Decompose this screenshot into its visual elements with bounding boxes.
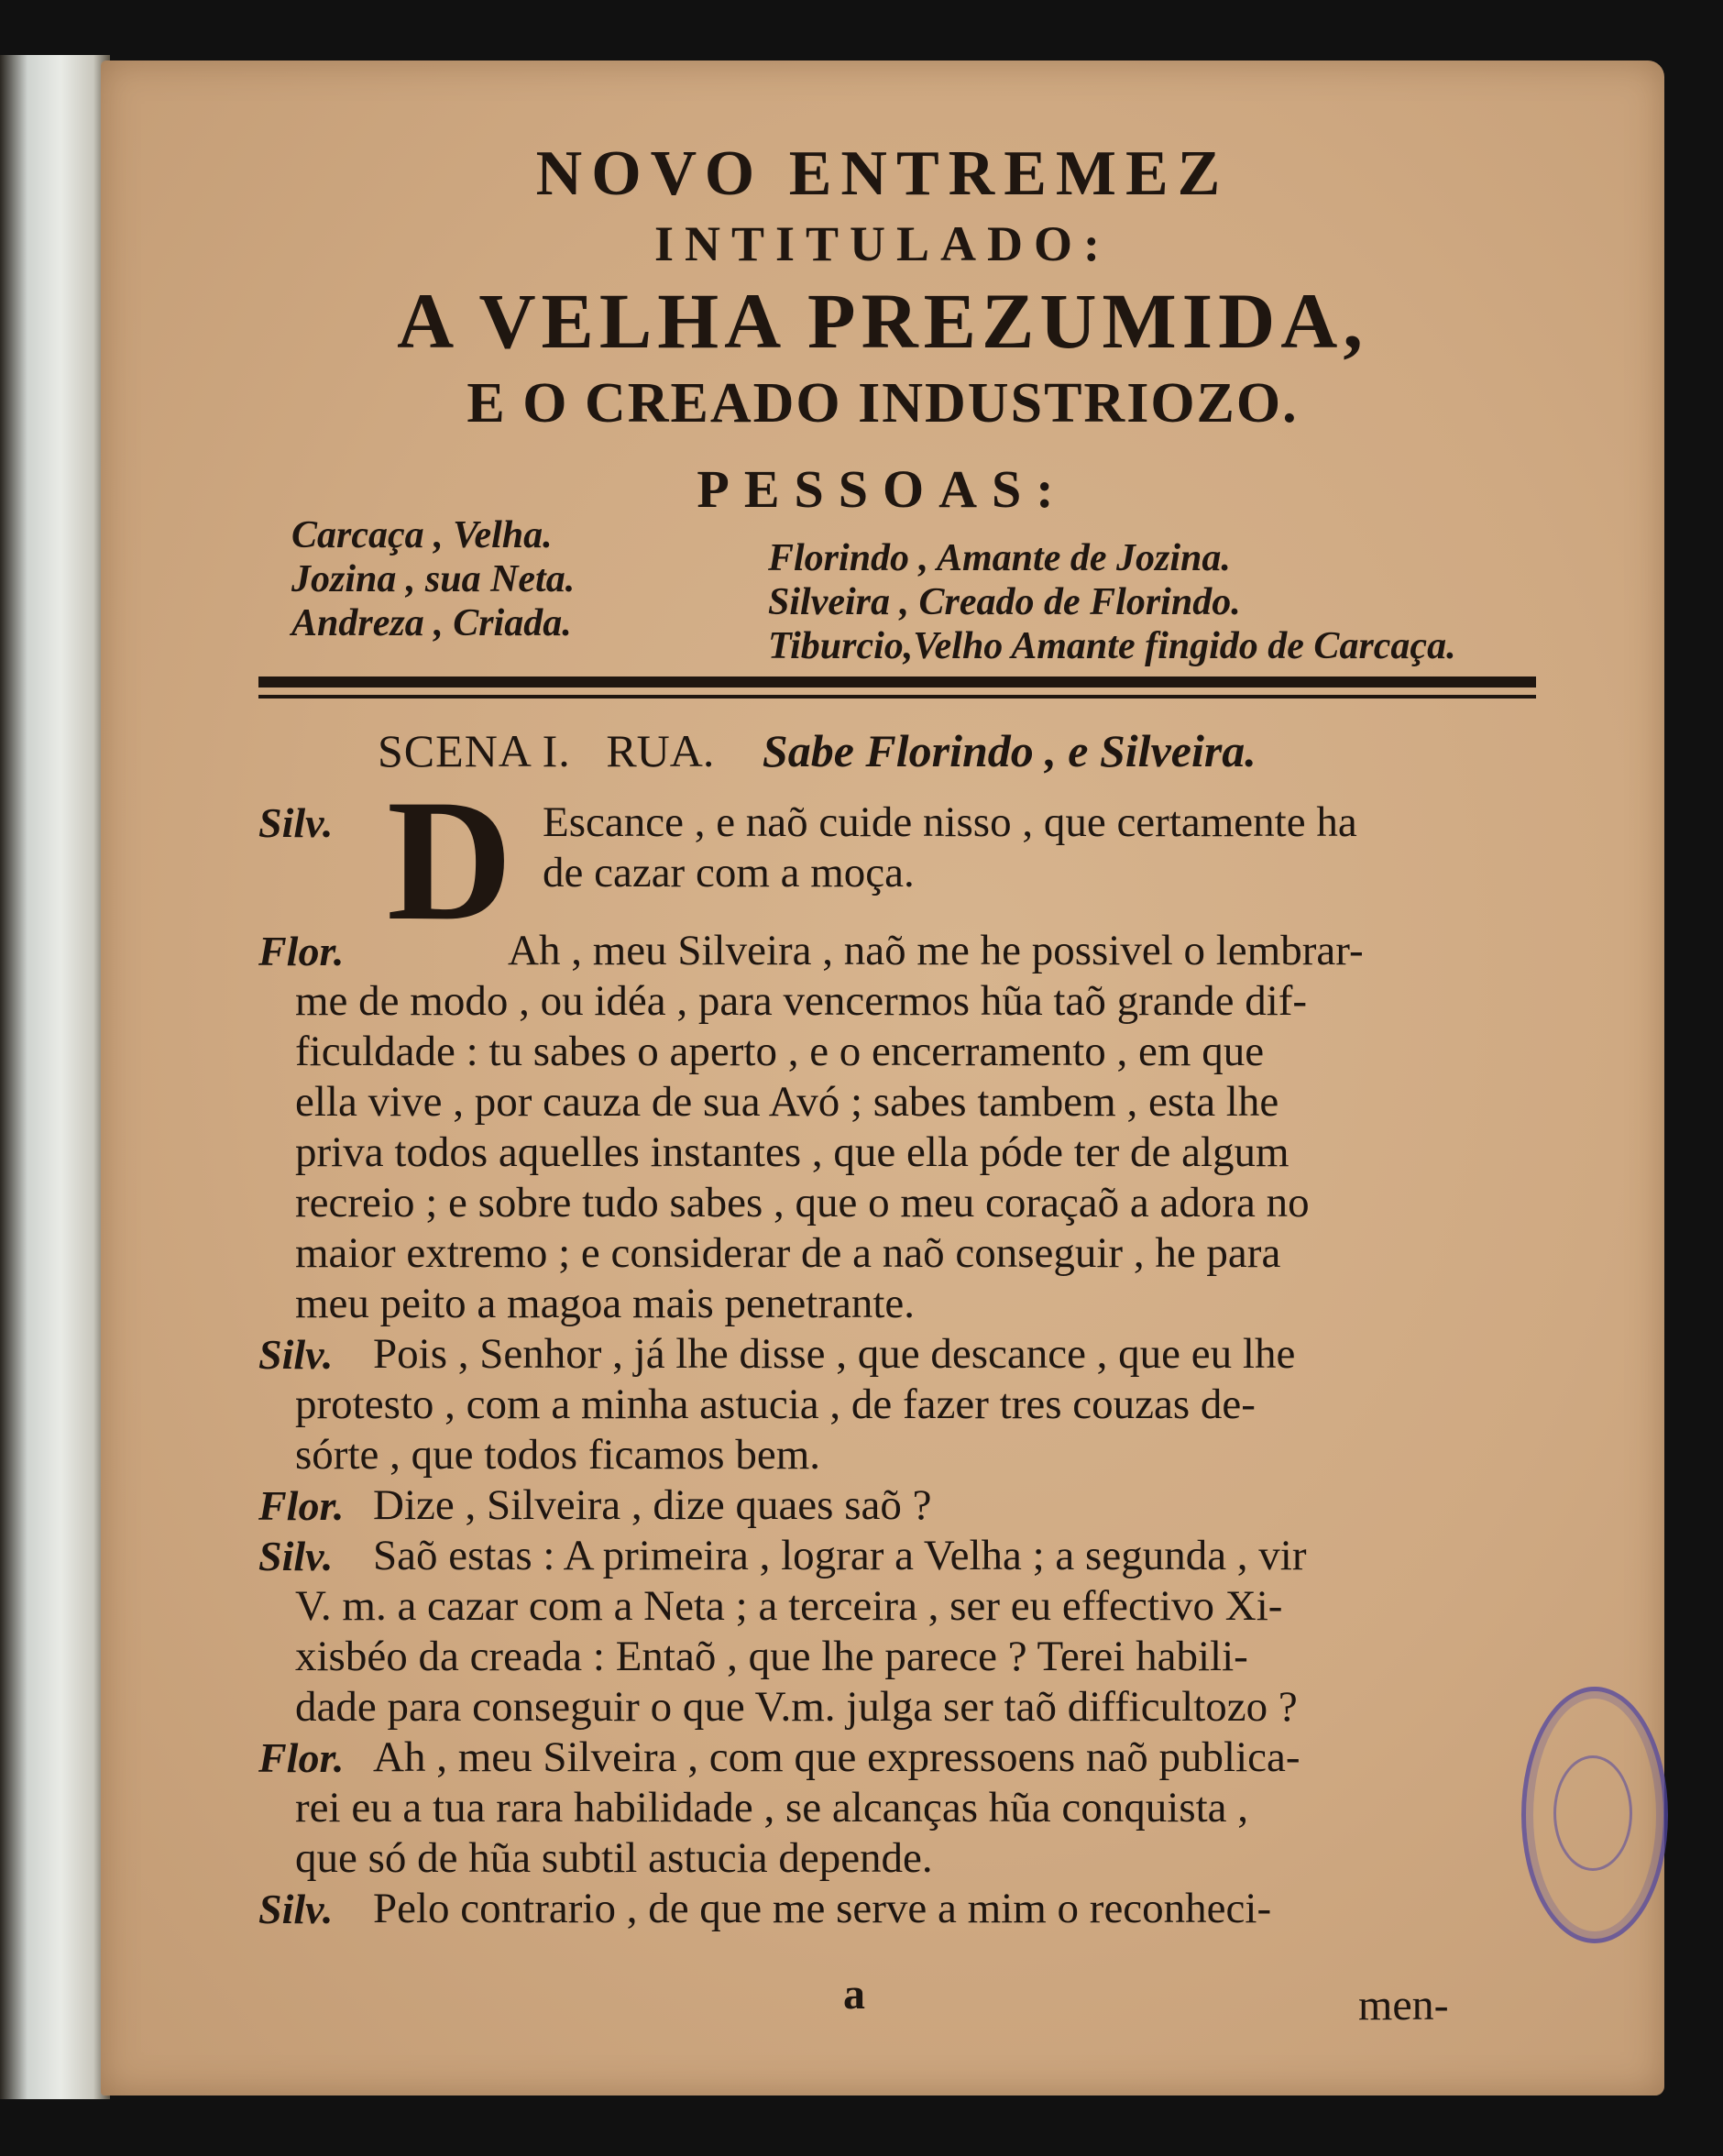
dialogue-body bbox=[258, 764, 1542, 1934]
speech-block bbox=[258, 1329, 1542, 1480]
dialogue-line: que só de hũa subtil astucia depende. bbox=[295, 1834, 933, 1882]
speaker-name: Silv. bbox=[258, 1886, 334, 1932]
dialogue-line: ella vive , por cauza de sua Avó ; sabes tambem , esta lhe bbox=[295, 1078, 1279, 1126]
page-subtitle: INTITULADO: bbox=[653, 216, 1112, 271]
cast-list-right bbox=[768, 536, 1648, 668]
speech-block bbox=[258, 1531, 1542, 1732]
dialogue-line: de cazar com a moça. bbox=[543, 849, 915, 896]
scene-heading bbox=[378, 724, 1560, 777]
speech-block bbox=[258, 1480, 1542, 1531]
dialogue-line: Dize , Silveira , dize quaes saõ ? bbox=[373, 1481, 932, 1529]
cast-entry: Tiburcio,Velho Amante fingido de Carcaça. bbox=[768, 625, 1456, 667]
speaker-name: Silv. bbox=[258, 1533, 334, 1579]
dialogue-line: V. m. a cazar com a Neta ; a terceira , ser eu effectivo Xi- bbox=[295, 1582, 1283, 1630]
library-stamp-icon bbox=[1521, 1687, 1668, 1943]
dialogue-line: Saõ estas : A primeira , lograr a Velha ; a segunda , vir bbox=[373, 1532, 1307, 1579]
scene-direction: Sabe Florindo , e Silveira. bbox=[762, 725, 1257, 776]
persons-heading: PESSOAS: bbox=[697, 459, 1069, 519]
dialogue-line: dade para conseguir o que V.m. julga ser taõ difficultozo ? bbox=[295, 1683, 1298, 1731]
speaker-name: Silv. bbox=[258, 1331, 334, 1378]
dialogue-line: xisbéo da creada : Entaõ , que lhe parece ? Terei habili- bbox=[295, 1633, 1248, 1680]
divider-rule-thin bbox=[258, 695, 1536, 698]
speech-block bbox=[258, 926, 1542, 1329]
dialogue-line: Escance , e naõ cuide nisso , que certamente ha bbox=[543, 798, 1357, 846]
stamp-emblem-icon bbox=[1553, 1755, 1632, 1871]
dialogue-line: me de modo , ou idéa , para vencermos hũa taõ grande dif- bbox=[295, 977, 1308, 1025]
dialogue-line: Pois , Senhor , já lhe disse , que descance , que eu lhe bbox=[373, 1330, 1296, 1378]
dialogue-line: protesto , com a minha astucia , de fazer tres couzas de- bbox=[295, 1380, 1256, 1428]
speech-block bbox=[258, 1884, 1542, 1934]
cast-entry: Andreza , Criada. bbox=[291, 602, 572, 644]
dialogue-line: meu peito a magoa mais penetrante. bbox=[295, 1280, 916, 1327]
speech-block bbox=[258, 1732, 1542, 1884]
cast-entry: Silveira , Creado de Florindo. bbox=[768, 581, 1241, 623]
speaker-name: Flor. bbox=[258, 1734, 345, 1781]
divider-rule-thick bbox=[258, 676, 1536, 688]
cast-entry: Florindo , Amante de Jozina. bbox=[768, 537, 1231, 579]
speaker-name: Flor. bbox=[258, 928, 345, 974]
dialogue-line: Ah , meu Silveira , com que expressoens naõ publica- bbox=[373, 1733, 1300, 1781]
signature-mark: a bbox=[843, 1970, 865, 2018]
speaker-name: Silv. bbox=[258, 799, 334, 846]
dialogue-line: priva todos aquelles instantes , que ella póde ter de algum bbox=[295, 1128, 1290, 1176]
page-title: NOVO ENTREMEZ bbox=[535, 138, 1230, 209]
speaker-name: Flor. bbox=[258, 1482, 345, 1529]
cast-entry: Carcaça , Velha. bbox=[291, 514, 553, 556]
dialogue-line: Pelo contrario , de que me serve a mim o reconheci- bbox=[373, 1885, 1272, 1932]
scene-label: SCENA I. bbox=[378, 725, 571, 776]
scene-place: RUA. bbox=[606, 725, 715, 776]
cast-entry: Jozina , sua Neta. bbox=[291, 558, 576, 600]
drop-cap: D bbox=[387, 764, 513, 957]
dialogue-line: ficuldade : tu sabes o aperto , e o encerramento , em que bbox=[295, 1028, 1265, 1075]
dialogue-line: Ah , meu Silveira , naõ me he possivel o lembrar- bbox=[508, 927, 1364, 974]
dialogue-line: maior extremo ; e considerar de a naõ conseguir , he para bbox=[295, 1229, 1281, 1277]
dialogue-line: recreio ; e sobre tudo sabes , que o meu coraçaõ a adora no bbox=[295, 1179, 1310, 1226]
dialogue-line: sórte , que todos ficamos bem. bbox=[295, 1431, 821, 1479]
cast-list-left bbox=[291, 513, 731, 645]
book-spine-edge bbox=[0, 55, 110, 2099]
play-title-second-line: E O CREADO INDUSTRIOZO. bbox=[466, 372, 1299, 434]
catchword: men- bbox=[1358, 1981, 1449, 2030]
play-title: A VELHA PREZUMIDA, bbox=[397, 277, 1368, 365]
dialogue-line: rei eu a tua rara habilidade , se alcanças hũa conquista , bbox=[295, 1784, 1249, 1832]
